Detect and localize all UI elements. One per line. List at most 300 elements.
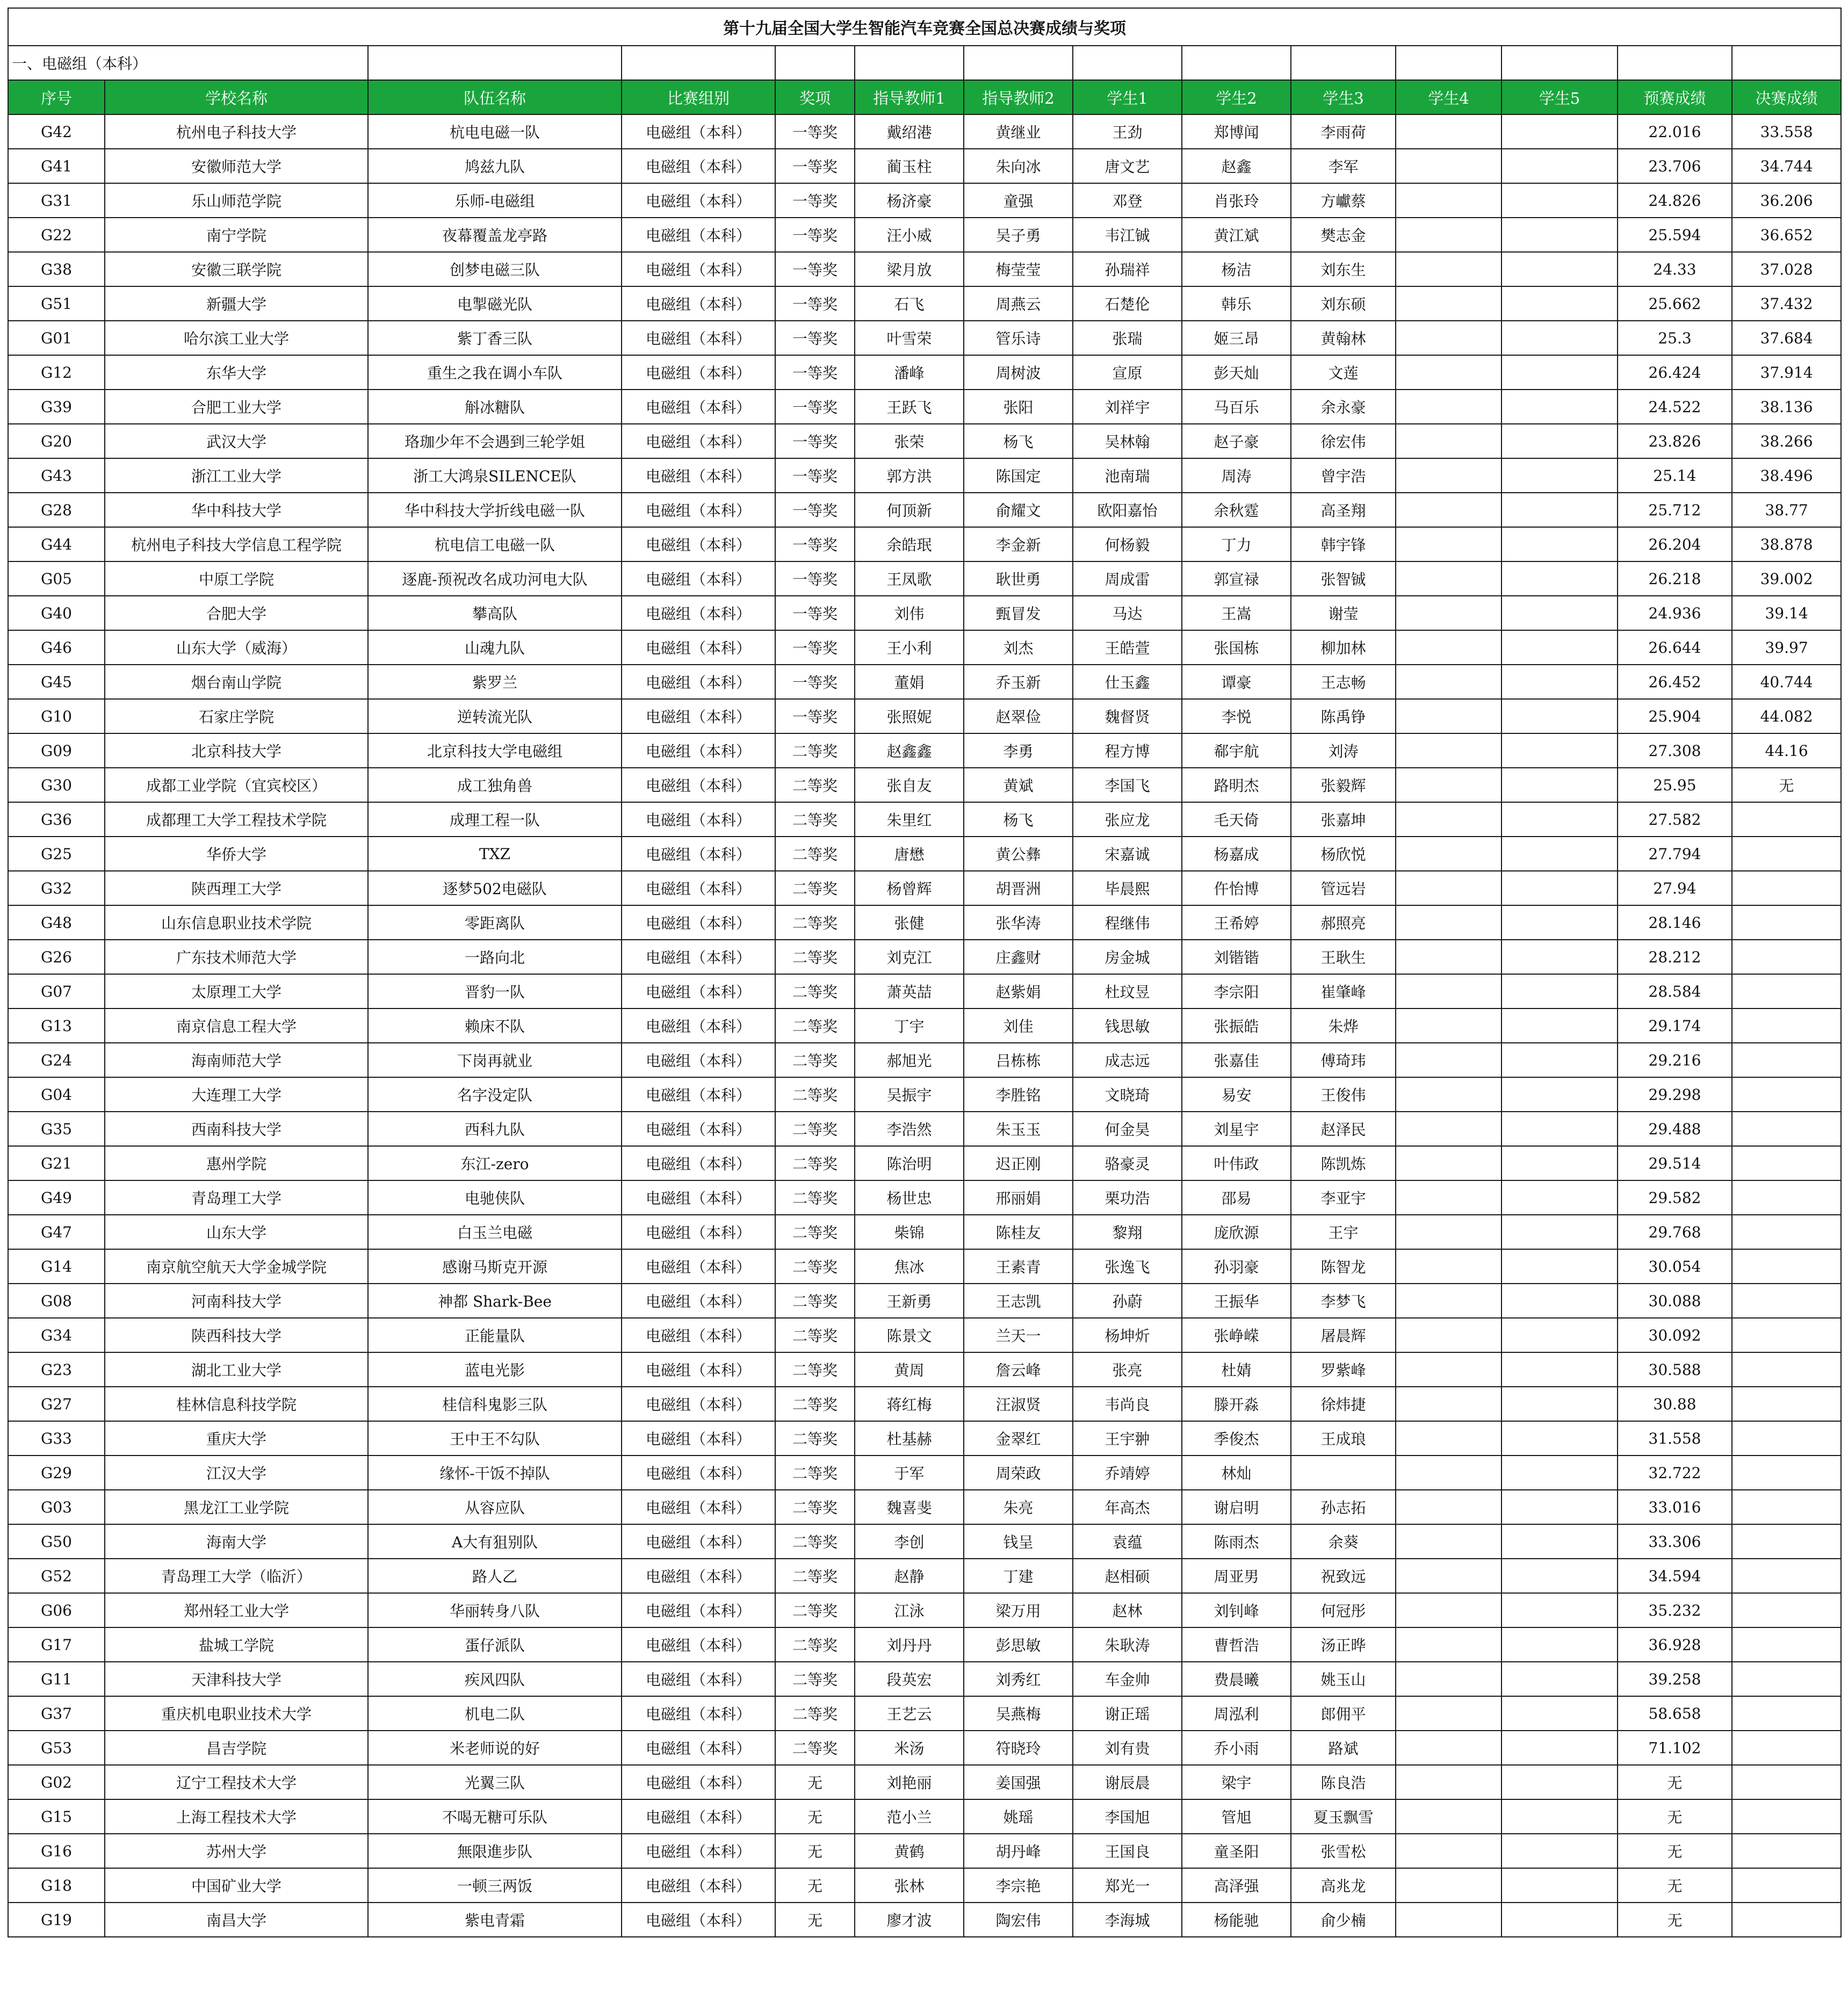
table-cell: 李海城 xyxy=(1073,1903,1182,1937)
table-cell: 吴子勇 xyxy=(964,218,1073,252)
table-cell: G37 xyxy=(8,1696,105,1731)
table-cell: 一等奖 xyxy=(775,218,855,252)
table-cell xyxy=(1732,1490,1841,1524)
table-cell: 二等奖 xyxy=(775,1421,855,1456)
table-cell: G19 xyxy=(8,1903,105,1937)
table-cell: 符晓玲 xyxy=(964,1731,1073,1765)
table-cell: 文莲 xyxy=(1291,355,1396,390)
table-cell: 王中王不勾队 xyxy=(368,1421,622,1456)
table-cell: 袁蕴 xyxy=(1073,1524,1182,1559)
table-cell: 电磁组（本科） xyxy=(622,1662,775,1696)
table-row xyxy=(8,1662,1841,1696)
table-cell: 一等奖 xyxy=(775,458,855,493)
table-row xyxy=(8,252,1841,286)
table-cell: 毛天倚 xyxy=(1182,802,1291,837)
table-cell: 电磁组（本科） xyxy=(622,1421,775,1456)
table-cell: 崔肇峰 xyxy=(1291,974,1396,1008)
table-cell: 电磁组（本科） xyxy=(622,1112,775,1146)
table-cell: G42 xyxy=(8,114,105,149)
table-cell: 张智铖 xyxy=(1291,561,1396,596)
table-cell: 余葵 xyxy=(1291,1524,1396,1559)
table-cell: G33 xyxy=(8,1421,105,1456)
table-cell: 黄鹤 xyxy=(855,1834,964,1868)
table-cell: 车金帅 xyxy=(1073,1662,1182,1696)
table-cell: 二等奖 xyxy=(775,871,855,905)
table-cell xyxy=(1396,424,1502,458)
table-cell: 黄公彝 xyxy=(964,837,1073,871)
table-cell: 王俊伟 xyxy=(1291,1077,1396,1112)
table-cell: 23.706 xyxy=(1618,149,1732,183)
table-cell: 刘杰 xyxy=(964,630,1073,665)
table-cell xyxy=(1502,1559,1618,1593)
table-cell xyxy=(1502,390,1618,424)
table-cell xyxy=(1396,1249,1502,1284)
table-cell: 二等奖 xyxy=(775,1490,855,1524)
table-cell: 童圣阳 xyxy=(1182,1834,1291,1868)
table-cell: 樊志金 xyxy=(1291,218,1396,252)
table-cell: 湖北工业大学 xyxy=(105,1352,368,1387)
table-cell: 无 xyxy=(1618,1799,1732,1834)
table-cell: 一等奖 xyxy=(775,114,855,149)
empty-cell xyxy=(1182,46,1291,80)
table-cell: 27.582 xyxy=(1618,802,1732,837)
table-cell: 37.028 xyxy=(1732,252,1841,286)
table-cell: 俞耀文 xyxy=(964,493,1073,527)
table-cell: 二等奖 xyxy=(775,1456,855,1490)
table-cell xyxy=(1732,1352,1841,1387)
table-cell: 电磁组（本科） xyxy=(622,940,775,974)
table-cell: 李浩然 xyxy=(855,1112,964,1146)
table-cell: 电磁组（本科） xyxy=(622,1077,775,1112)
table-cell: 徐炜捷 xyxy=(1291,1387,1396,1421)
table-cell: 江汉大学 xyxy=(105,1456,368,1490)
table-cell: 山东信息职业技术学院 xyxy=(105,905,368,940)
table-cell xyxy=(1502,1903,1618,1937)
table-cell: 39.258 xyxy=(1618,1662,1732,1696)
table-cell: 青岛理工大学 xyxy=(105,1180,368,1215)
table-row xyxy=(8,218,1841,252)
table-cell: 30.088 xyxy=(1618,1284,1732,1318)
table-cell: 赵静 xyxy=(855,1559,964,1593)
table-cell: 耿世勇 xyxy=(964,561,1073,596)
empty-cell xyxy=(1502,46,1618,80)
table-row xyxy=(8,1696,1841,1731)
table-row xyxy=(8,1834,1841,1868)
table-cell: 李雨荷 xyxy=(1291,114,1396,149)
table-cell: 32.722 xyxy=(1618,1456,1732,1490)
table-cell xyxy=(1732,905,1841,940)
table-cell xyxy=(1502,252,1618,286)
table-cell: 潘峰 xyxy=(855,355,964,390)
table-cell: 董娟 xyxy=(855,665,964,699)
table-cell: 攀高队 xyxy=(368,596,622,630)
table-cell xyxy=(1396,699,1502,733)
table-row xyxy=(8,1112,1841,1146)
table-cell: 37.432 xyxy=(1732,286,1841,321)
table-cell: 23.826 xyxy=(1618,424,1732,458)
table-cell: 吴振宇 xyxy=(855,1077,964,1112)
table-cell: 39.97 xyxy=(1732,630,1841,665)
table-cell: 30.88 xyxy=(1618,1387,1732,1421)
table-cell: 黄翰林 xyxy=(1291,321,1396,355)
table-cell xyxy=(1502,1112,1618,1146)
table-cell: 电磁组（本科） xyxy=(622,458,775,493)
table-cell: 27.308 xyxy=(1618,733,1732,768)
table-cell: 电磁组（本科） xyxy=(622,1868,775,1903)
table-cell: 电磁组（本科） xyxy=(622,1318,775,1352)
table-cell: 黄继业 xyxy=(964,114,1073,149)
table-cell: 李悦 xyxy=(1182,699,1291,733)
table-cell xyxy=(1396,871,1502,905)
table-cell: 张嘉坤 xyxy=(1291,802,1396,837)
table-row xyxy=(8,940,1841,974)
table-cell: 王耿生 xyxy=(1291,940,1396,974)
table-cell xyxy=(1396,114,1502,149)
table-cell: G46 xyxy=(8,630,105,665)
table-cell xyxy=(1502,596,1618,630)
table-cell: 庄鑫财 xyxy=(964,940,1073,974)
table-cell: 杨济豪 xyxy=(855,183,964,218)
table-cell xyxy=(1396,1421,1502,1456)
table-cell xyxy=(1732,1284,1841,1318)
table-cell: 34.594 xyxy=(1618,1559,1732,1593)
table-cell: 周树波 xyxy=(964,355,1073,390)
table-cell xyxy=(1502,1524,1618,1559)
table-cell xyxy=(1732,1318,1841,1352)
table-cell: 电掣磁光队 xyxy=(368,286,622,321)
table-cell: 44.16 xyxy=(1732,733,1841,768)
table-cell: 二等奖 xyxy=(775,974,855,1008)
table-cell xyxy=(1396,1799,1502,1834)
table-cell: 赖床不队 xyxy=(368,1008,622,1043)
table-cell: 张振皓 xyxy=(1182,1008,1291,1043)
table-cell xyxy=(1396,733,1502,768)
empty-cell xyxy=(1073,46,1182,80)
table-cell: 刘伟 xyxy=(855,596,964,630)
table-cell: 从容应队 xyxy=(368,1490,622,1524)
table-cell: G30 xyxy=(8,768,105,802)
table-cell: 杨飞 xyxy=(964,802,1073,837)
table-cell: 刘艳丽 xyxy=(855,1765,964,1799)
table-cell xyxy=(1396,665,1502,699)
table-cell: 钱思敏 xyxy=(1073,1008,1182,1043)
table-cell xyxy=(1502,871,1618,905)
table-cell: 蛋仔派队 xyxy=(368,1627,622,1662)
table-cell: 石楚伦 xyxy=(1073,286,1182,321)
table-cell: G38 xyxy=(8,252,105,286)
table-cell xyxy=(1502,1696,1618,1731)
section-label: 一、电磁组（本科） xyxy=(8,46,368,80)
table-cell: 陈智龙 xyxy=(1291,1249,1396,1284)
table-cell: 周亚男 xyxy=(1182,1559,1291,1593)
table-cell: G50 xyxy=(8,1524,105,1559)
table-cell: 彭天灿 xyxy=(1182,355,1291,390)
table-cell: 管远岩 xyxy=(1291,871,1396,905)
table-cell: 电磁组（本科） xyxy=(622,630,775,665)
table-cell: 年高杰 xyxy=(1073,1490,1182,1524)
table-cell: 二等奖 xyxy=(775,1146,855,1180)
table-cell: 杭电信工电磁一队 xyxy=(368,527,622,561)
table-cell xyxy=(1732,1180,1841,1215)
table-cell: 陈国定 xyxy=(964,458,1073,493)
table-cell: 电磁组（本科） xyxy=(622,1490,775,1524)
table-cell: 电磁组（本科） xyxy=(622,1180,775,1215)
table-cell xyxy=(1732,1799,1841,1834)
table-cell: 朱向冰 xyxy=(964,149,1073,183)
table-cell xyxy=(1502,1043,1618,1077)
table-cell xyxy=(1502,1008,1618,1043)
table-cell: 电磁组（本科） xyxy=(622,802,775,837)
table-cell: 梁宇 xyxy=(1182,1765,1291,1799)
table-cell: 27.94 xyxy=(1618,871,1732,905)
table-cell: 余皓珉 xyxy=(855,527,964,561)
table-cell xyxy=(1502,493,1618,527)
table-cell: 无 xyxy=(775,1799,855,1834)
table-cell: 刘东硕 xyxy=(1291,286,1396,321)
table-cell: 李创 xyxy=(855,1524,964,1559)
table-cell: 电磁组（本科） xyxy=(622,527,775,561)
table-cell: 珞珈少年不会遇到三轮学姐 xyxy=(368,424,622,458)
table-cell: 丁建 xyxy=(964,1559,1073,1593)
column-header: 奖项 xyxy=(775,80,855,114)
table-row xyxy=(8,1731,1841,1765)
table-row xyxy=(8,1387,1841,1421)
table-cell: 周荣政 xyxy=(964,1456,1073,1490)
table-cell: 刘祥宇 xyxy=(1073,390,1182,424)
table-cell: 鸠兹九队 xyxy=(368,149,622,183)
table-row xyxy=(8,1215,1841,1249)
table-cell: 电磁组（本科） xyxy=(622,493,775,527)
table-cell: 一等奖 xyxy=(775,355,855,390)
column-header: 比赛组别 xyxy=(622,80,775,114)
table-cell: G09 xyxy=(8,733,105,768)
table-cell: 张毅辉 xyxy=(1291,768,1396,802)
table-cell: 刘东生 xyxy=(1291,252,1396,286)
table-cell: 刘涛 xyxy=(1291,733,1396,768)
table-cell: 南昌大学 xyxy=(105,1903,368,1937)
table-cell: 戴绍港 xyxy=(855,114,964,149)
table-cell: 张雪松 xyxy=(1291,1834,1396,1868)
table-cell: G25 xyxy=(8,837,105,871)
table-cell: 25.904 xyxy=(1618,699,1732,733)
table-cell: G07 xyxy=(8,974,105,1008)
table-cell: 武汉大学 xyxy=(105,424,368,458)
table-cell: 周涛 xyxy=(1182,458,1291,493)
table-cell: 钱呈 xyxy=(964,1524,1073,1559)
table-cell: 杜玟昱 xyxy=(1073,974,1182,1008)
table-cell: 二等奖 xyxy=(775,940,855,974)
table-cell: 电磁组（本科） xyxy=(622,424,775,458)
table-cell: 郑光一 xyxy=(1073,1868,1182,1903)
table-cell: 不喝无糖可乐队 xyxy=(368,1799,622,1834)
table-cell: 陈治明 xyxy=(855,1146,964,1180)
table-cell xyxy=(1396,527,1502,561)
table-cell xyxy=(1396,905,1502,940)
table-cell: 惠州学院 xyxy=(105,1146,368,1180)
table-cell: 25.95 xyxy=(1618,768,1732,802)
table-cell: 零距离队 xyxy=(368,905,622,940)
table-cell: G31 xyxy=(8,183,105,218)
table-cell: 傅琦玮 xyxy=(1291,1043,1396,1077)
sheet-title: 第十九届全国大学生智能汽车竞赛全国总决赛成绩与奖项 xyxy=(8,8,1841,46)
table-cell: 赵林 xyxy=(1073,1593,1182,1627)
table-cell: 朱里红 xyxy=(855,802,964,837)
table-cell: 刘锴锴 xyxy=(1182,940,1291,974)
table-cell xyxy=(1502,458,1618,493)
table-cell xyxy=(1732,1765,1841,1799)
table-cell xyxy=(1502,355,1618,390)
table-cell: 33.016 xyxy=(1618,1490,1732,1524)
table-cell: 周成雷 xyxy=(1073,561,1182,596)
table-cell: 杨欣悦 xyxy=(1291,837,1396,871)
table-cell: 王志凯 xyxy=(964,1284,1073,1318)
table-cell: 电磁组（本科） xyxy=(622,1765,775,1799)
table-cell xyxy=(1291,1456,1396,1490)
table-cell xyxy=(1396,768,1502,802)
table-cell: 一等奖 xyxy=(775,390,855,424)
table-cell xyxy=(1502,1249,1618,1284)
table-cell: 26.452 xyxy=(1618,665,1732,699)
table-cell: 张亮 xyxy=(1073,1352,1182,1387)
table-cell: 姜国强 xyxy=(964,1765,1073,1799)
table-cell: 西科九队 xyxy=(368,1112,622,1146)
table-cell: 电磁组（本科） xyxy=(622,733,775,768)
table-row xyxy=(8,1868,1841,1903)
table-cell: 陕西理工大学 xyxy=(105,871,368,905)
table-cell xyxy=(1502,114,1618,149)
table-cell: 电磁组（本科） xyxy=(622,1352,775,1387)
table-cell: 陈禹铮 xyxy=(1291,699,1396,733)
table-cell: 名字没定队 xyxy=(368,1077,622,1112)
table-cell: 36.206 xyxy=(1732,183,1841,218)
table-cell: 姚瑶 xyxy=(964,1799,1073,1834)
table-cell: 蔺玉柱 xyxy=(855,149,964,183)
table-cell: 谢正瑶 xyxy=(1073,1696,1182,1731)
table-cell: 乔小雨 xyxy=(1182,1731,1291,1765)
table-cell: 电磁组（本科） xyxy=(622,286,775,321)
table-cell: 71.102 xyxy=(1618,1731,1732,1765)
column-header: 决赛成绩 xyxy=(1732,80,1841,114)
table-cell: 童强 xyxy=(964,183,1073,218)
table-cell: 电磁组（本科） xyxy=(622,1284,775,1318)
table-cell: 詹云峰 xyxy=(964,1352,1073,1387)
table-row xyxy=(8,1146,1841,1180)
table-cell: 电磁组（本科） xyxy=(622,1043,775,1077)
table-cell: 电磁组（本科） xyxy=(622,699,775,733)
table-cell: 王国良 xyxy=(1073,1834,1182,1868)
table-cell: 陈凯炼 xyxy=(1291,1146,1396,1180)
table-cell: G17 xyxy=(8,1627,105,1662)
table-cell: G04 xyxy=(8,1077,105,1112)
table-cell: 甄冒发 xyxy=(964,596,1073,630)
table-cell: G18 xyxy=(8,1868,105,1903)
table-cell: 浙江工业大学 xyxy=(105,458,368,493)
table-cell: 33.558 xyxy=(1732,114,1841,149)
table-cell xyxy=(1732,1903,1841,1937)
table-cell: 电磁组（本科） xyxy=(622,218,775,252)
table-cell: 王素青 xyxy=(964,1249,1073,1284)
table-cell: 王宇翀 xyxy=(1073,1421,1182,1456)
table-cell: 正能量队 xyxy=(368,1318,622,1352)
table-cell xyxy=(1396,1387,1502,1421)
table-cell xyxy=(1502,665,1618,699)
table-cell: 吕栋栋 xyxy=(964,1043,1073,1077)
table-cell: 创梦电磁三队 xyxy=(368,252,622,286)
table-cell: 一等奖 xyxy=(775,149,855,183)
table-cell: G32 xyxy=(8,871,105,905)
table-cell: 缘怀-干饭不掉队 xyxy=(368,1456,622,1490)
table-cell: 梁万用 xyxy=(964,1593,1073,1627)
table-row xyxy=(8,458,1841,493)
table-row xyxy=(8,802,1841,837)
table-cell xyxy=(1502,1662,1618,1696)
table-cell: 柴锦 xyxy=(855,1215,964,1249)
table-cell: 程方博 xyxy=(1073,733,1182,768)
table-cell: 郭方洪 xyxy=(855,458,964,493)
table-cell: 陈桂友 xyxy=(964,1215,1073,1249)
table-cell: 苏州大学 xyxy=(105,1834,368,1868)
table-cell: 刘星宇 xyxy=(1182,1112,1291,1146)
table-cell xyxy=(1732,1146,1841,1180)
table-cell: 滕开淼 xyxy=(1182,1387,1291,1421)
table-cell: 刘钊峰 xyxy=(1182,1593,1291,1627)
table-cell: G12 xyxy=(8,355,105,390)
table-cell xyxy=(1396,1834,1502,1868)
table-cell: G13 xyxy=(8,1008,105,1043)
table-cell: 韦尚良 xyxy=(1073,1387,1182,1421)
table-cell: 27.794 xyxy=(1618,837,1732,871)
table-cell xyxy=(1502,837,1618,871)
table-cell: 大连理工大学 xyxy=(105,1077,368,1112)
table-cell: 无 xyxy=(1732,768,1841,802)
table-cell: 吴林翰 xyxy=(1073,424,1182,458)
table-cell: 电磁组（本科） xyxy=(622,1559,775,1593)
table-cell: G16 xyxy=(8,1834,105,1868)
table-cell: 二等奖 xyxy=(775,1043,855,1077)
table-cell: 路明杰 xyxy=(1182,768,1291,802)
table-cell xyxy=(1732,871,1841,905)
table-cell xyxy=(1396,1112,1502,1146)
table-cell: 二等奖 xyxy=(775,1318,855,1352)
table-cell: 李宗艳 xyxy=(964,1868,1073,1903)
table-cell: 杨坤炘 xyxy=(1073,1318,1182,1352)
table-cell: 姬三昂 xyxy=(1182,321,1291,355)
table-cell xyxy=(1396,1180,1502,1215)
table-cell xyxy=(1502,527,1618,561)
table-cell: 中原工学院 xyxy=(105,561,368,596)
table-cell: 电磁组（本科） xyxy=(622,1903,775,1937)
table-cell xyxy=(1396,321,1502,355)
table-cell: 李胜铭 xyxy=(964,1077,1073,1112)
table-cell: G22 xyxy=(8,218,105,252)
table-cell: 二等奖 xyxy=(775,1731,855,1765)
table-cell: 廖才波 xyxy=(855,1903,964,1937)
table-cell: 二等奖 xyxy=(775,1524,855,1559)
table-cell: 海南大学 xyxy=(105,1524,368,1559)
table-cell: G47 xyxy=(8,1215,105,1249)
table-cell: 王新勇 xyxy=(855,1284,964,1318)
table-cell: G35 xyxy=(8,1112,105,1146)
table-row xyxy=(8,1490,1841,1524)
table-cell xyxy=(1396,1284,1502,1318)
table-cell xyxy=(1502,286,1618,321)
table-cell: 二等奖 xyxy=(775,1215,855,1249)
table-cell: G36 xyxy=(8,802,105,837)
table-cell xyxy=(1396,1008,1502,1043)
table-cell: 北京科技大学电磁组 xyxy=(368,733,622,768)
table-row xyxy=(8,355,1841,390)
table-cell: 梅莹莹 xyxy=(964,252,1073,286)
